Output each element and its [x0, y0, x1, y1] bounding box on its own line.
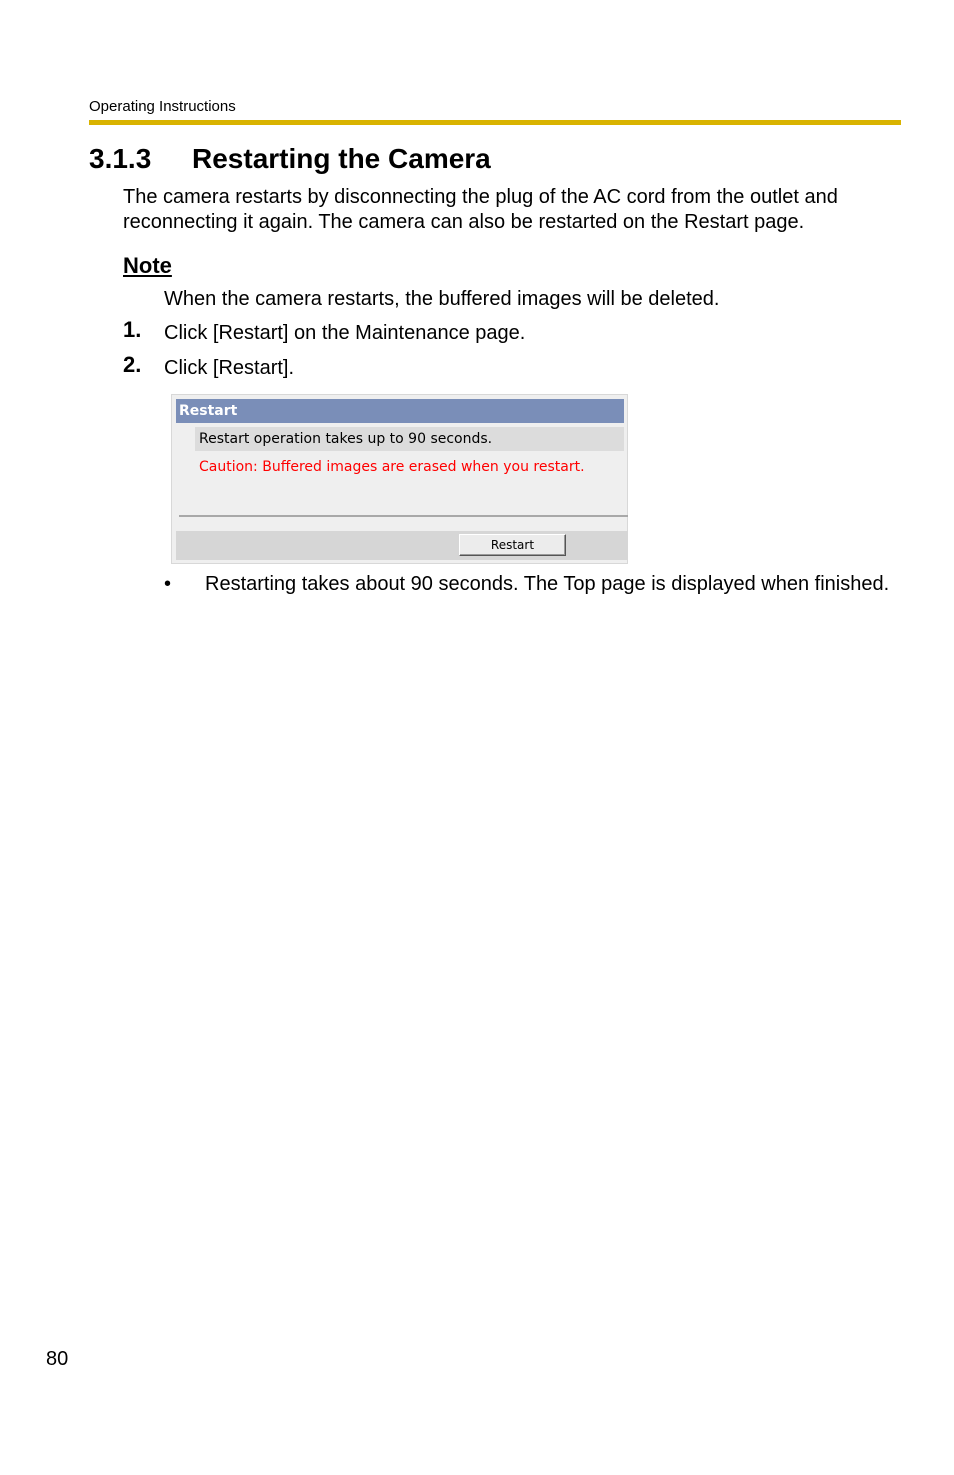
running-header: Operating Instructions [89, 98, 236, 115]
step-text: Click [Restart] on the Maintenance page. [164, 322, 526, 344]
bullet-text: Restarting takes about 90 seconds. The Top page is displayed when finished. [205, 573, 890, 595]
step-text: Click [Restart]. [164, 357, 295, 379]
section-number: 3.1.3 [89, 143, 152, 174]
page-number: 80 [46, 1348, 69, 1370]
section-heading [89, 142, 491, 176]
panel-divider [179, 515, 628, 517]
bullet-icon: • [164, 573, 172, 595]
restart-button[interactable]: Restart [459, 534, 566, 556]
panel-footer [176, 531, 628, 560]
note-text: When the camera restarts, the buffered images will be deleted. [164, 288, 720, 310]
restart-info-text: Restart operation takes up to 90 seconds. [195, 427, 624, 451]
note-heading: Note [123, 253, 172, 278]
restart-caution-text: Caution: Buffered images are erased when you restart. [199, 459, 585, 475]
step-number: 1. [123, 317, 142, 342]
restart-panel-title: Restart [176, 399, 624, 423]
section-title: Restarting the Camera [192, 143, 491, 174]
header-rule [89, 120, 901, 125]
step-number: 2. [123, 352, 142, 377]
intro-paragraph: The camera restarts by disconnecting the plug of the AC cord from the outlet and reconnecting it again. The camera can also be restarted on the Restart page. [123, 186, 838, 233]
restart-page-screenshot [171, 394, 628, 564]
